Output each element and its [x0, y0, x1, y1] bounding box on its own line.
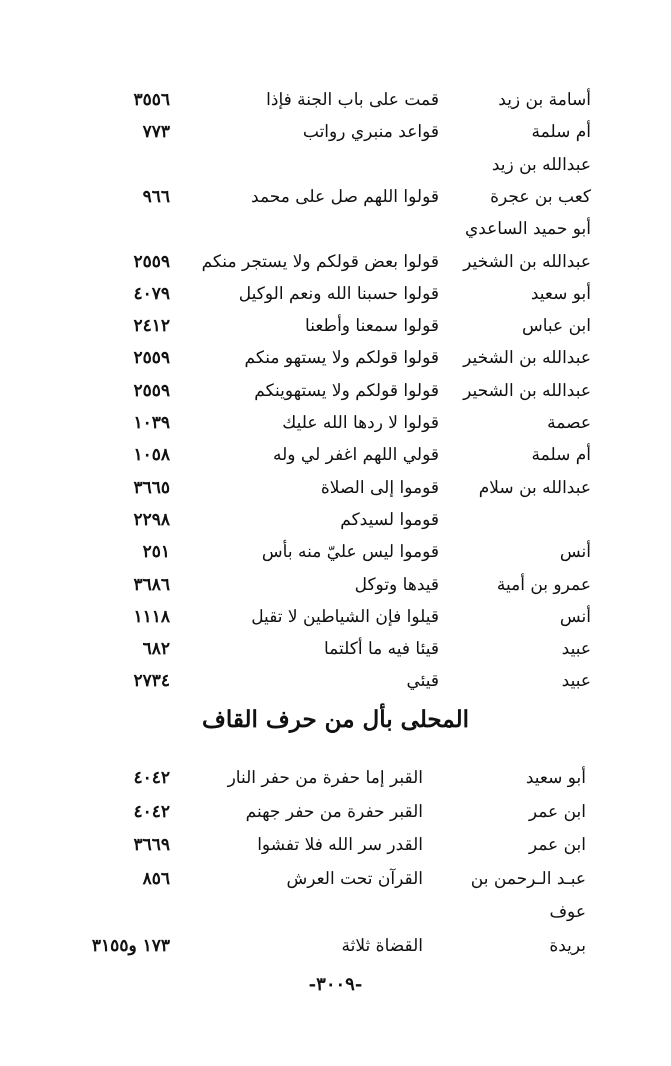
index-entry	[0, 569, 671, 601]
hadith-text: قواعد منبري رواتب	[302, 122, 439, 143]
hadith-text: القضاة ثلاثة	[341, 935, 423, 956]
hadith-text: قوموا إلى الصلاة	[320, 477, 439, 498]
index-entry	[0, 930, 671, 962]
hadith-number: ٦٨٢	[142, 639, 170, 660]
hadith-text: قولوا حسبنا الله ونعم الوكيل	[238, 283, 439, 304]
narrator-name: عبدالله بن الشخير	[463, 251, 591, 272]
hadith-text: قيئي	[406, 671, 439, 692]
narrator-name: عبدالله بن زيد	[491, 154, 591, 175]
hadith-text: قولي اللهم اغفر لي وله	[273, 445, 439, 466]
narrator-name: عبدالله بن سلام	[478, 477, 591, 498]
hadith-text: قوموا ليس عليّ منه بأس	[261, 542, 439, 563]
hadith-number: ٩٦٦	[142, 186, 170, 207]
narrator-name: عبيد	[561, 639, 591, 660]
index-entry	[0, 246, 671, 278]
index-entry	[0, 536, 671, 568]
narrator-name: عوف	[549, 902, 586, 922]
index-entry	[0, 181, 671, 213]
narrator-name: ابن عمر	[528, 835, 586, 855]
hadith-number: ٢٥٥٩	[133, 348, 170, 369]
index-entry	[0, 896, 671, 928]
hadith-number: ٤٠٧٩	[133, 283, 170, 304]
index-entry	[0, 213, 671, 245]
narrator-name: كعب بن عجرة	[490, 186, 591, 207]
index-entry	[0, 796, 671, 828]
index-entry	[0, 278, 671, 310]
narrator-name: عبـد الـرحمن بن	[470, 868, 586, 889]
narrator-name: أم سلمة	[531, 122, 591, 143]
index-entry	[0, 375, 671, 407]
hadith-number: ١٧٣ و٣١٥٥	[91, 935, 170, 956]
index-entry	[0, 116, 671, 148]
index-entry	[0, 504, 671, 536]
index-entry	[0, 310, 671, 342]
hadith-number: ٢٥١	[142, 542, 170, 563]
hadith-text: القرآن تحت العرش	[286, 868, 423, 889]
hadith-text: قيئا فيه ما أكلتما	[323, 639, 439, 660]
hadith-number: ٣٦٨٦	[133, 574, 170, 595]
narrator-name: عبدالله بن الشحير	[463, 380, 591, 401]
index-entry	[0, 84, 671, 116]
hadith-text: القدر سر الله فلا تفشوا	[257, 835, 423, 855]
index-entry	[0, 439, 671, 471]
hadith-number: ٣٦٦٥	[133, 477, 170, 498]
index-entry	[0, 472, 671, 504]
narrator-name: أنس	[559, 542, 591, 563]
narrator-name: بريدة	[549, 935, 586, 956]
hadith-text: قولوا اللهم صل على محمد	[251, 186, 439, 207]
hadith-number: ٣٦٦٩	[133, 835, 170, 855]
hadith-number: ١١١٨	[133, 606, 170, 627]
index-entry	[0, 665, 671, 697]
narrator-name: ابن عمر	[528, 801, 586, 822]
narrator-name: عصمة	[547, 413, 591, 433]
section-heading: المحلى بأل من حرف القاف	[202, 706, 469, 733]
narrator-name: أبو سعيد	[530, 283, 591, 304]
hadith-text: قولوا لا ردها الله عليك	[282, 413, 439, 433]
hadith-text: قولوا قولكم ولا يستهو منكم	[244, 348, 439, 369]
hadith-number: ٢٧٣٤	[133, 671, 170, 692]
narrator-name: أسامة بن زيد	[498, 90, 591, 110]
index-entry	[0, 633, 671, 665]
hadith-number: ٣٥٥٦	[133, 90, 170, 110]
narrator-name: ابن عباس	[521, 316, 591, 337]
hadith-text: قمت على باب الجنة فإذا	[266, 90, 439, 110]
index-entry	[0, 601, 671, 633]
index-entry	[0, 342, 671, 374]
hadith-text: قولوا قولكم ولا يستهوينكم	[254, 380, 439, 401]
hadith-text: قولوا بعض قولكم ولا يستجر منكم	[201, 251, 439, 272]
index-entry	[0, 762, 671, 794]
hadith-text: قيدها وتوكل	[354, 574, 439, 595]
index-entry	[0, 829, 671, 861]
hadith-number: ٢٤١٢	[133, 316, 170, 337]
hadith-text: القبر حفرة من حفر جهنم	[245, 801, 423, 822]
page-number: -٣٠٠٩-	[308, 974, 363, 995]
hadith-number: ٨٥٦	[142, 868, 170, 889]
narrator-name: عمرو بن أمية	[496, 574, 591, 595]
narrator-name: أبو حميد الساعدي	[464, 219, 591, 240]
hadith-number: ٤٠٤٢	[133, 801, 170, 822]
hadith-text: قولوا سمعنا وأطعنا	[305, 316, 439, 337]
narrator-name: عبدالله بن الشخير	[463, 348, 591, 369]
narrator-name: أبو سعيد	[525, 768, 586, 788]
hadith-text: قيلوا فإن الشياطين لا تقيل	[251, 606, 439, 627]
hadith-number: ١٠٣٩	[133, 413, 170, 433]
hadith-number: ٤٠٤٢	[133, 768, 170, 788]
hadith-number: ٢٢٩٨	[133, 509, 170, 530]
index-entry	[0, 149, 671, 181]
hadith-number: ٢٥٥٩	[133, 380, 170, 401]
narrator-name: عبيد	[561, 671, 591, 692]
narrator-name: أم سلمة	[531, 445, 591, 466]
index-entry	[0, 863, 671, 895]
hadith-text: القبر إما حفرة من حفر النار	[227, 768, 423, 788]
index-entry	[0, 407, 671, 439]
narrator-name: أنس	[559, 606, 591, 627]
hadith-number: ٢٥٥٩	[133, 251, 170, 272]
hadith-number: ١٠٥٨	[133, 445, 170, 466]
hadith-number: ٧٧٣	[142, 122, 170, 143]
hadith-text: قوموا لسيدكم	[340, 509, 439, 530]
